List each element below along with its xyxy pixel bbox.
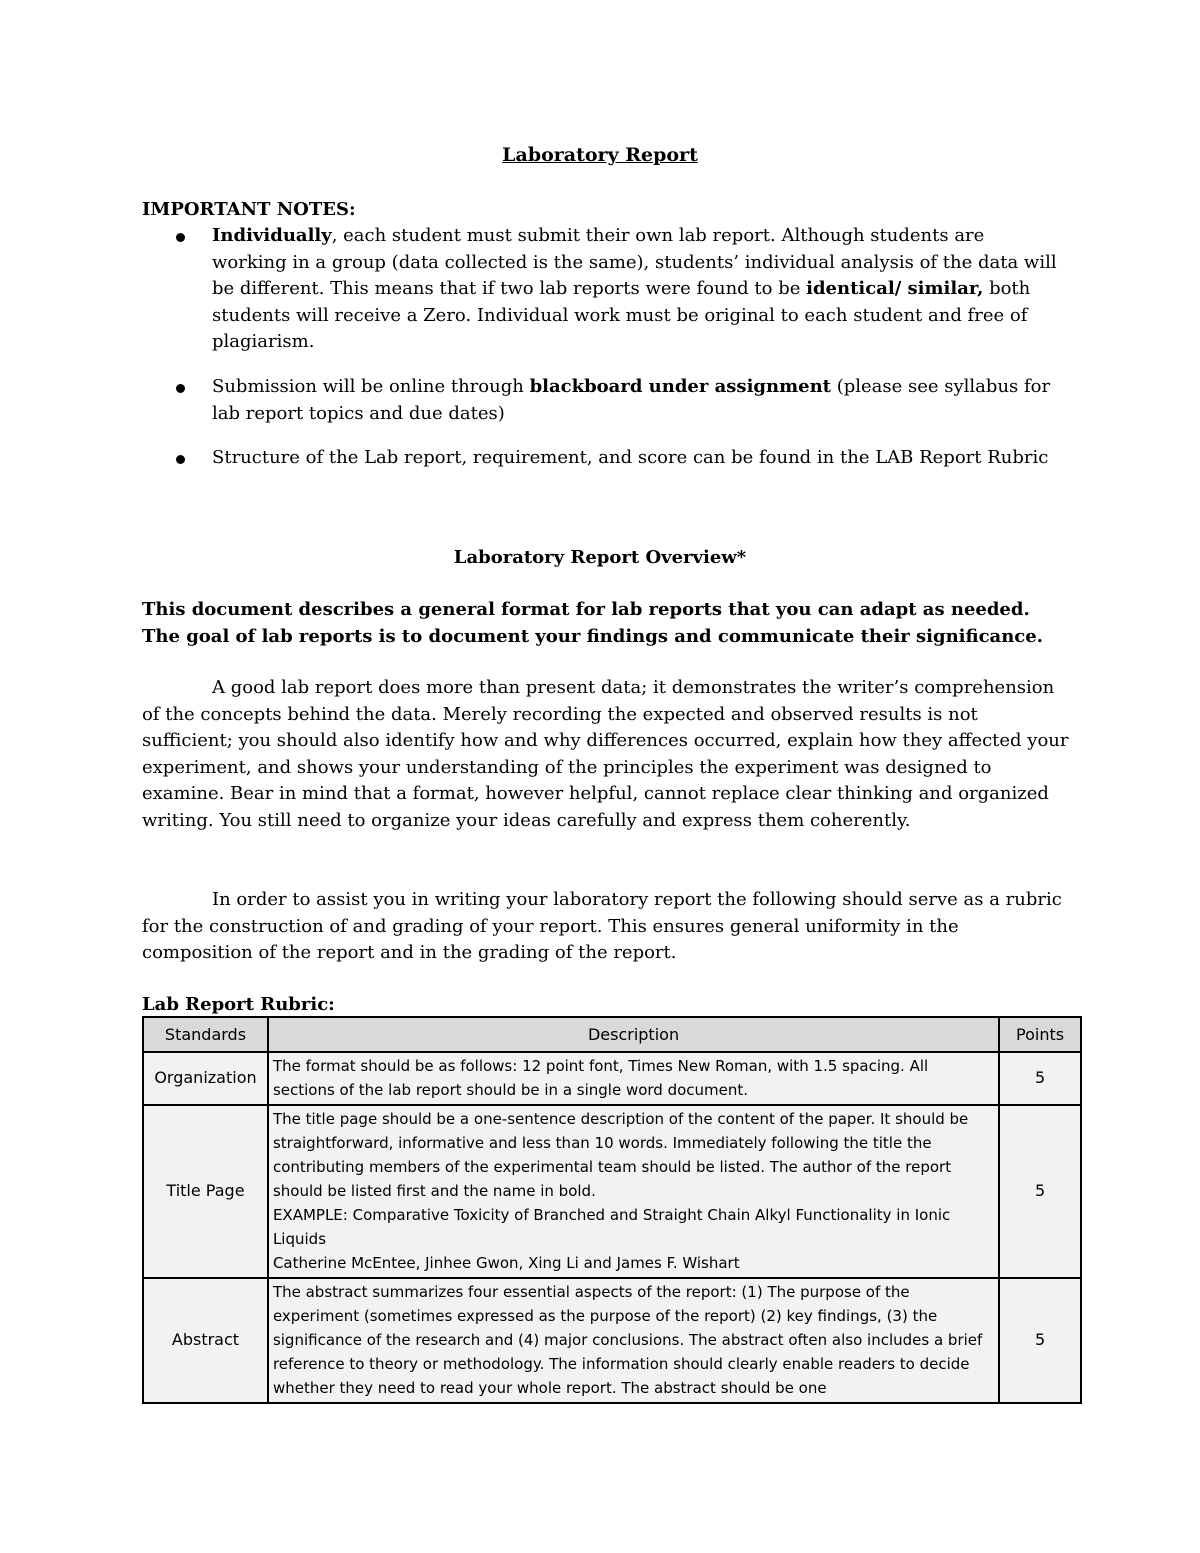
table-row — [143, 1278, 1081, 1403]
list-item — [142, 374, 1062, 427]
bullet-lead: Individually — [212, 225, 332, 246]
points-cell: 5 — [999, 1278, 1081, 1403]
paragraph-rubric-purpose: In order to assist you in writing your laboratory report the following should serve as a rubric for the construction of and grading of your report. This ensures general uniformity in the composition of the report and in the grading of the report. — [142, 889, 1062, 964]
list-item — [142, 445, 1062, 472]
description-authors: Catherine McEntee, Jinhee Gwon, Xing Li and James F. Wishart — [272, 1254, 740, 1272]
points-cell: 5 — [999, 1052, 1081, 1105]
list-item — [142, 223, 1062, 356]
bullet-icon — [176, 455, 185, 464]
bullet-emphasis: blackboard under assignment — [529, 375, 831, 397]
column-header-standards: Standards — [143, 1017, 268, 1052]
description-cell: The abstract summarizes four essential aspects of the report: (1) The purpose of the experiment (sometimes expressed as the purpose of the report) (2) key findings, (3) the significance of the research and (4) major conclusions. The abstract often also includes a brief reference to theory or methodology. The information should clearly enable readers to decide whether they need to read your whole report. The abstract should be one — [268, 1278, 999, 1403]
bullet-icon — [176, 233, 185, 242]
rubric-label: Lab Report Rubric: — [142, 994, 335, 1015]
standard-cell: Title Page — [143, 1105, 268, 1278]
table-row — [143, 1052, 1081, 1105]
paragraph-good-lab-report: A good lab report does more than present data; it demonstrates the writer’s comprehension of the concepts behind the data. Merely recording the expected and observed results is not sufficient; you should also identify how and why differences occurred, explain how they affected your experiment, and shows your understanding of the principles the experiment was designed to examine. Bear in mind that a format, however helpful, cannot replace clear thinking and organized writing. You still need to organize your ideas carefully and express them coherently. — [142, 677, 1069, 831]
column-header-points: Points — [999, 1017, 1081, 1052]
bullet-tail: both students will receive a Zero. Individual work must be original to each student and free of plagiarism. — [212, 278, 1031, 353]
column-header-description: Description — [268, 1017, 999, 1052]
overview-title: Laboratory Report Overview* — [453, 547, 747, 568]
standard-cell: Organization — [143, 1052, 268, 1105]
bullet-lead: Submission will be online through — [212, 375, 530, 397]
bullet-text: , each student must submit their own lab report. Although students are working in a group (data collected is the same), students’ individual analysis of the data will be different. This means that if two lab reports were found to be — [212, 225, 1057, 300]
table-header-row — [143, 1017, 1081, 1052]
bullet-icon — [176, 384, 185, 393]
important-notes-list — [142, 223, 1062, 490]
description-cell: The format should be as follows: 12 point font, Times New Roman, with 1.5 spacing. All sections of the lab report should be in a single word document. — [268, 1052, 999, 1105]
important-notes-label: IMPORTANT NOTES: — [142, 199, 356, 220]
bullet-tail: (please see syllabus for lab report topics and due dates) — [212, 375, 1051, 424]
intro-statement: This document describes a general format for lab reports that you can adapt as needed. The goal of lab reports is to document your findings and communicate their significance. — [142, 599, 1043, 647]
points-cell: 5 — [999, 1105, 1081, 1278]
bullet-emphasis: identical/ similar, — [806, 278, 984, 300]
description-example: EXAMPLE: Comparative Toxicity of Branched and Straight Chain Alkyl Functionality in Ionic Liquids — [272, 1206, 951, 1248]
description-cell — [268, 1105, 999, 1278]
description-text: The title page should be a one-sentence description of the content of the paper. It should be straightforward, informative and less than 10 words. Immediately following the title the contributing members of the experimental team should be listed. The author of the report should be listed first and the name in bold. — [272, 1110, 969, 1200]
page-title: Laboratory Report — [502, 144, 698, 166]
bullet-text: Structure of the Lab report, requirement, and score can be found in the LAB Report Rubric — [212, 447, 1049, 469]
rubric-table — [142, 1016, 1082, 1404]
standard-cell: Abstract — [143, 1278, 268, 1403]
table-row — [143, 1105, 1081, 1278]
